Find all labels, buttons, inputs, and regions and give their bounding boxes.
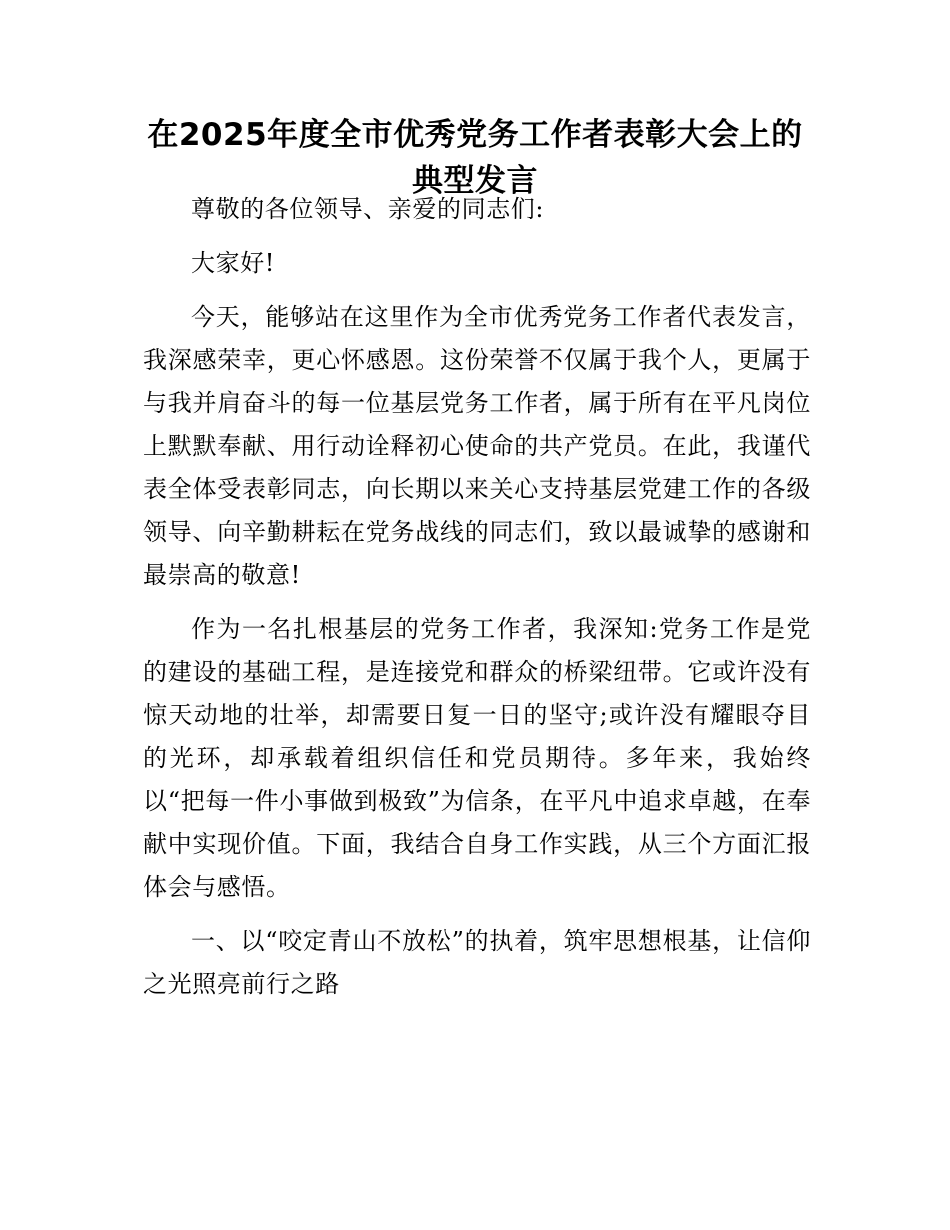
greeting-paragraph: 大家好! — [191, 249, 276, 277]
title-line-2: 典型发言 — [412, 163, 538, 199]
document-body — [143, 188, 811, 1017]
opening-paragraph: 今天，能够站在这里作为全市优秀党务工作者代表发言，我深感荣幸，更心怀感恩。这份荣誉不仅属于我个人，更属于与我并肩奋斗的每一位基层党务工作者，属于所有在平凡岗位上默默奉献、用行动诠释初心使命的共产党员。在此，我谨代表全体受表彰同志，向长期以来关心支持基层党建工作的各级领导、向辛勤耕耘在党务战线的同志们，致以最诚挚的感谢和最崇高的敬意! — [143, 303, 811, 589]
salutation-paragraph: 尊敬的各位领导、亲爱的同志们: — [191, 195, 545, 223]
introduction-paragraph: 作为一名扎根基层的党务工作者，我深知:党务工作是党的建设的基础工程，是连接党和群众的桥梁纽带。它或许没有惊天动地的壮举，却需要日复一日的坚守;或许没有耀眼夺目的光环，却承载着组织信任和党员期待。多年来，我始终以“把每一件小事做到极致”为信条，在平凡中追求卓越，在奉献中实现价值。下面，我结合自身工作实践，从三个方面汇报体会与感悟。 — [143, 615, 811, 901]
section-one-heading: 一、以“咬定青山不放松”的执着，筑牢思想根基，让信仰之光照亮前行之路 — [143, 927, 811, 998]
title-line-1: 在2025年度全市优秀党务工作者表彰大会上的 — [147, 117, 803, 153]
